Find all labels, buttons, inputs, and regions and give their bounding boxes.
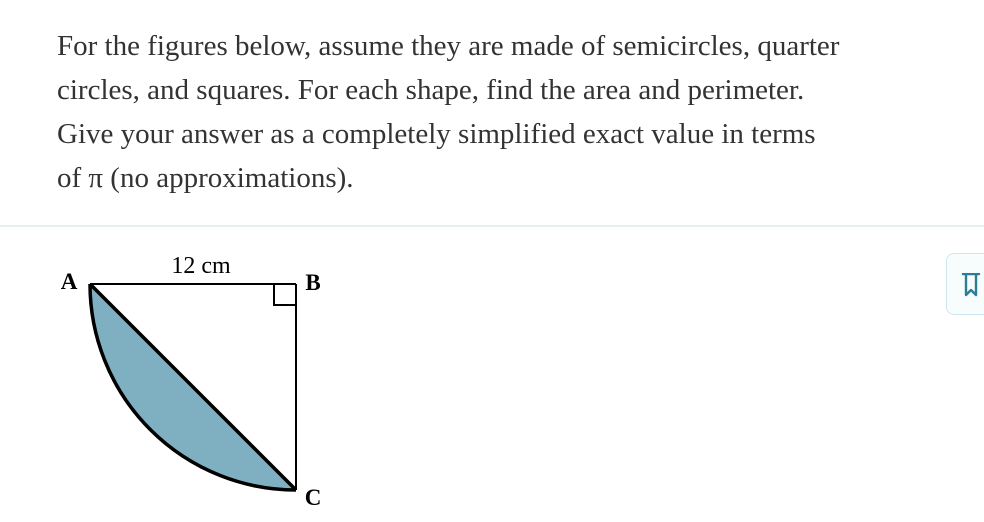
side-length-label: 12 cm xyxy=(171,253,231,279)
vertex-b-label: B xyxy=(305,270,321,295)
prompt-line: circles, and squares. For each shape, find the area and perimeter. xyxy=(57,74,805,106)
bookmark-icon xyxy=(961,273,981,297)
prompt-line: For the figures below, assume they are made of semicircles, quarter xyxy=(57,30,840,62)
prompt-line: of π (no approximations). xyxy=(57,162,354,194)
right-angle-marker xyxy=(274,284,296,305)
prompt-line: Give your answer as a completely simplified exact value in terms xyxy=(57,118,816,150)
quarter-circle-figure xyxy=(0,227,984,522)
bookmark-button[interactable] xyxy=(946,253,984,315)
question-prompt xyxy=(57,24,947,200)
vertex-c-label: C xyxy=(304,485,322,510)
vertex-a-label: A xyxy=(60,269,78,294)
